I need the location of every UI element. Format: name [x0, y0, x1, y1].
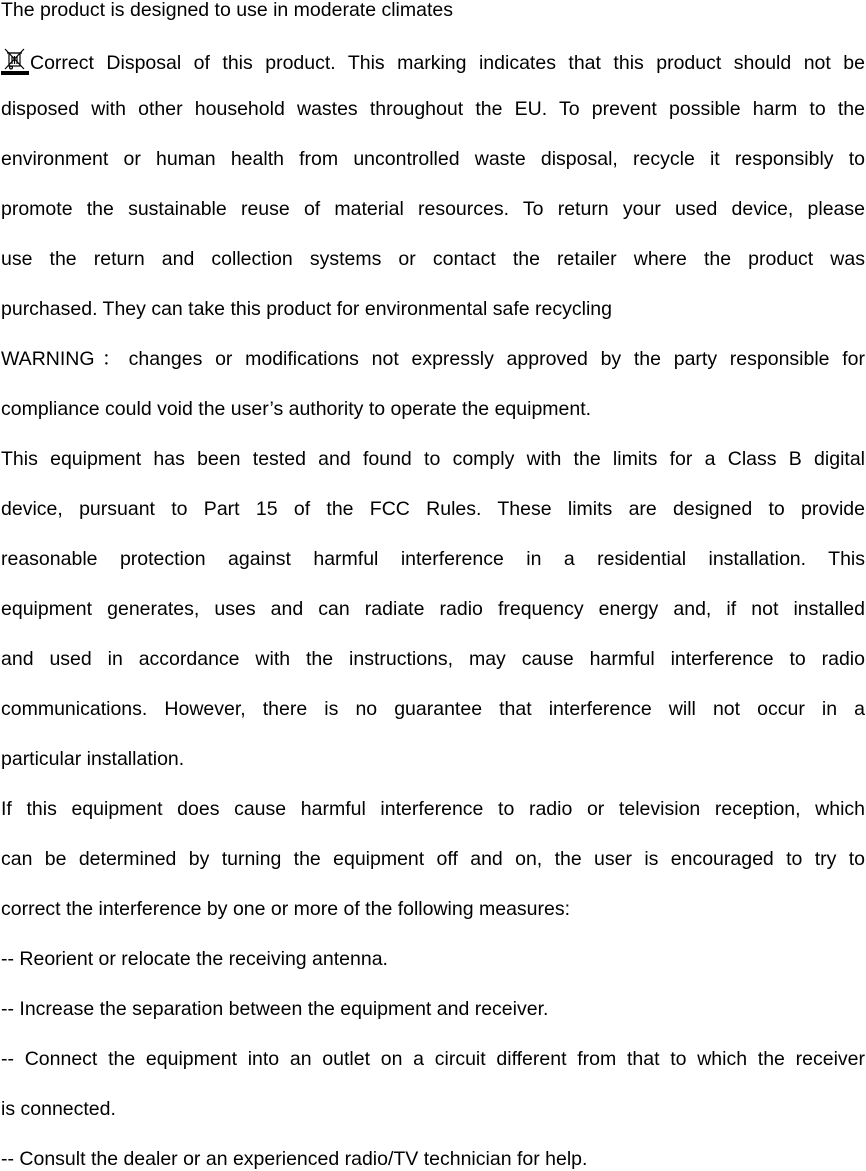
text-line-with-icon — [1, 47, 865, 74]
warning-line: WARNING：changes or modifications not expressly approved by the party responsible for — [1, 348, 865, 370]
text-line: purchased. They can take this product for environmental safe recycling — [1, 298, 612, 320]
text-line: and used in accordance with the instructions, may cause harmful interference to radio — [1, 648, 865, 670]
text-line: If this equipment does cause harmful interference to radio or television reception, which — [1, 798, 865, 820]
text-line: can be determined by turning the equipment off and on, the user is encouraged to try to — [1, 848, 865, 870]
disposal-text: Correct Disposal of this product. This marking indicates that this product should not be — [30, 52, 865, 74]
measure-item: -- Consult the dealer or an experienced radio/TV technician for help. — [1, 1148, 588, 1170]
text-line: is connected. — [1, 1098, 116, 1120]
text-line: disposed with other household wastes throughout the EU. To prevent possible harm to the — [1, 98, 865, 120]
text-line: communications. However, there is no guarantee that interference will not occur in a — [1, 698, 865, 720]
measure-item: -- Increase the separation between the equipment and receiver. — [1, 998, 549, 1020]
text-line: This equipment has been tested and found to comply with the limits for a Class B digital — [1, 448, 865, 470]
text-line: reasonable protection against harmful interference in a residential installation. This — [1, 548, 865, 570]
measure-item: -- Connect the equipment into an outlet on a circuit different from that to which the receiver — [1, 1048, 865, 1070]
text-line: environment or human health from uncontrolled waste disposal, recycle it responsibly to — [1, 148, 865, 170]
text-line: The product is designed to use in moderate climates — [1, 0, 453, 21]
text-line: particular installation. — [1, 748, 185, 770]
text-line: compliance could void the user’s authority to operate the equipment. — [1, 398, 592, 420]
text-line: device, pursuant to Part 15 of the FCC Rules. These limits are designed to provide — [1, 498, 865, 520]
measure-item: -- Reorient or relocate the receiving antenna. — [1, 948, 388, 970]
crossed-out-wheelie-bin-icon — [1, 47, 29, 75]
text-line: correct the interference by one or more of the following measures: — [1, 898, 571, 920]
text-line: promote the sustainable reuse of material resources. To return your used device, please — [1, 198, 865, 220]
text-line: use the return and collection systems or contact the retailer where the product was — [1, 248, 865, 270]
text-line: equipment generates, uses and can radiate radio frequency energy and, if not installed — [1, 598, 865, 620]
